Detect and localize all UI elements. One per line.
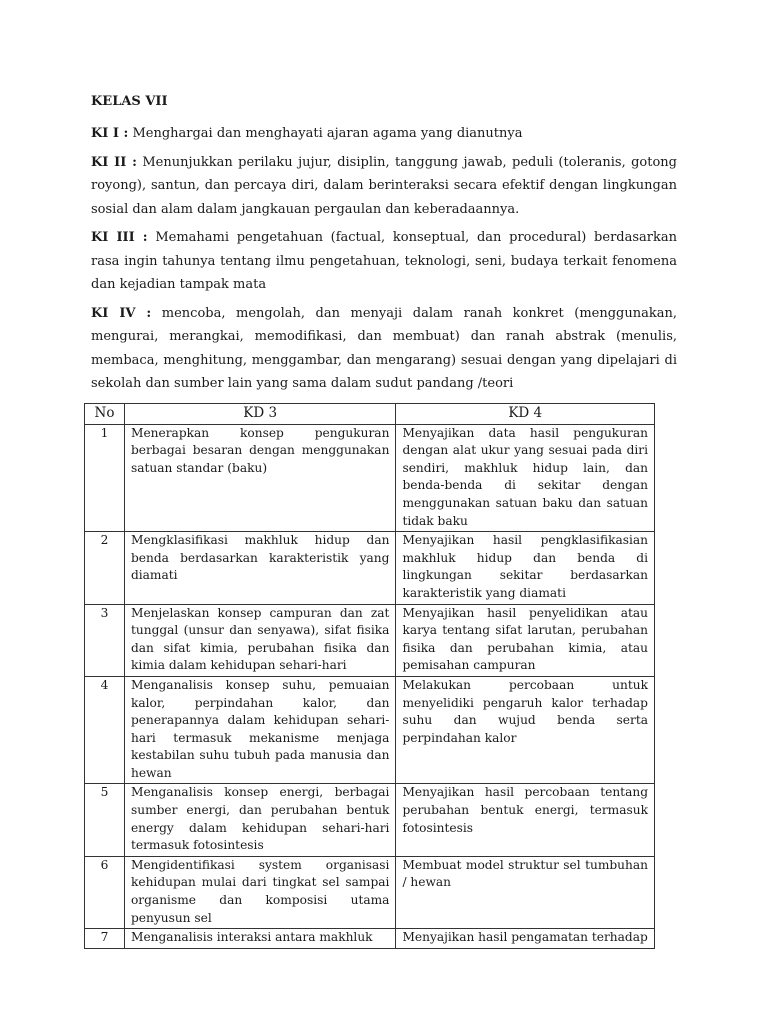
row-no: 6 <box>85 856 125 928</box>
class-title: KELAS VII <box>91 94 168 109</box>
ki-3-text: Memahami pengetahuan (factual, konseptual, dan procedural) berdasarkan rasa ingin tahunya tentang ilmu pengetahuan, teknologi, seni, budaya terkait fenomena dan kejadian tampak mata <box>91 230 677 292</box>
ki-4-label: KI IV : <box>91 305 152 321</box>
row-kd4: Melakukan percobaan untuk menyelidiki pengaruh kalor terhadap suhu dan wujud benda serta perpindahan kalor <box>396 676 655 784</box>
row-no: 2 <box>85 532 125 604</box>
row-kd3: Mengidentifikasi system organisasi kehidupan mulai dari tingkat sel sampai organisme dan komposisi utama penyusun sel <box>124 856 395 928</box>
row-kd3: Menganalisis konsep suhu, pemuaian kalor, perpindahan kalor, dan penerapannya dalam kehidupan sehari-hari termasuk mekanisme menjaga kestabilan suhu tubuh pada manusia dan hewan <box>124 676 395 784</box>
table-row <box>85 784 655 856</box>
row-kd4: Menyajikan hasil penyelidikan atau karya tentang sifat larutan, perubahan fisika dan perubahan kimia, atau pemisahan campuran <box>396 604 655 676</box>
table-row <box>85 424 655 532</box>
ki-3-label: KI III : <box>91 230 148 245</box>
table-row <box>85 929 655 949</box>
kd-table <box>84 403 655 949</box>
header-kd3: KD 3 <box>124 404 395 425</box>
row-no: 1 <box>85 424 125 532</box>
row-kd3: Menganalisis konsep energi, berbagai sumber energi, dan perubahan bentuk energy dalam kehidupan sehari-hari termasuk fotosintesis <box>124 784 395 856</box>
ki-1-paragraph <box>91 122 677 146</box>
ki-1-label: KI I : <box>91 126 129 141</box>
table-row <box>85 532 655 604</box>
row-kd3: Menganalisis interaksi antara makhluk <box>124 929 395 949</box>
row-kd4: Menyajikan hasil percobaan tentang perubahan bentuk energi, termasuk fotosintesis <box>396 784 655 856</box>
table-row <box>85 676 655 784</box>
row-kd4: Menyajikan data hasil pengukuran dengan alat ukur yang sesuai pada diri sendiri, makhluk hidup lain, dan benda-benda di sekitar dengan menggunakan satuan baku dan satuan tidak baku <box>396 424 655 532</box>
row-kd3: Mengklasifikasi makhluk hidup dan benda berdasarkan karakteristik yang diamati <box>124 532 395 604</box>
row-no: 5 <box>85 784 125 856</box>
ki-2-text: Menunjukkan perilaku jujur, disiplin, tanggung jawab, peduli (toleranis, gotong royong), santun, dan percaya diri, dalam berinteraksi secara efektif dengan lingkungan sosial dan alam dalam jangkauan pergaulan dan keberadaannya. <box>91 154 677 217</box>
header-no: No <box>85 404 125 425</box>
document-content <box>91 94 677 401</box>
ki-2-label: KI II : <box>91 154 137 170</box>
table-header-row <box>85 404 655 425</box>
header-kd4: KD 4 <box>396 404 655 425</box>
row-kd3: Menerapkan konsep pengukuran berbagai besaran dengan menggunakan satuan standar (baku) <box>124 424 395 532</box>
row-no: 4 <box>85 676 125 784</box>
row-no: 7 <box>85 929 125 949</box>
row-no: 3 <box>85 604 125 676</box>
table-row <box>85 604 655 676</box>
row-kd4: Menyajikan hasil pengklasifikasian makhluk hidup dan benda di lingkungan sekitar berdasarkan karakteristik yang diamati <box>396 532 655 604</box>
row-kd4: Membuat model struktur sel tumbuhan / hewan <box>396 856 655 928</box>
ki-4-paragraph <box>91 302 677 396</box>
ki-4-text: mencoba, mengolah, dan menyaji dalam ranah konkret (menggunakan, mengurai, merangkai, memodifikasi, dan membuat) dan ranah abstrak (menulis, membaca, menghitung, menggambar, dan mengarang) sesuai dengan yang dipelajari di sekolah dan sumber lain yang sama dalam sudut pandang /teori <box>91 305 677 391</box>
row-kd3: Menjelaskan konsep campuran dan zat tunggal (unsur dan senyawa), sifat fisika dan sifat kimia, perubahan fisika dan kimia dalam kehidupan sehari-hari <box>124 604 395 676</box>
ki-1-text: Menghargai dan menghayati ajaran agama yang dianutnya <box>132 126 523 141</box>
ki-2-paragraph <box>91 151 677 222</box>
ki-3-paragraph <box>91 226 677 297</box>
table-row <box>85 856 655 928</box>
row-kd4: Menyajikan hasil pengamatan terhadap <box>396 929 655 949</box>
